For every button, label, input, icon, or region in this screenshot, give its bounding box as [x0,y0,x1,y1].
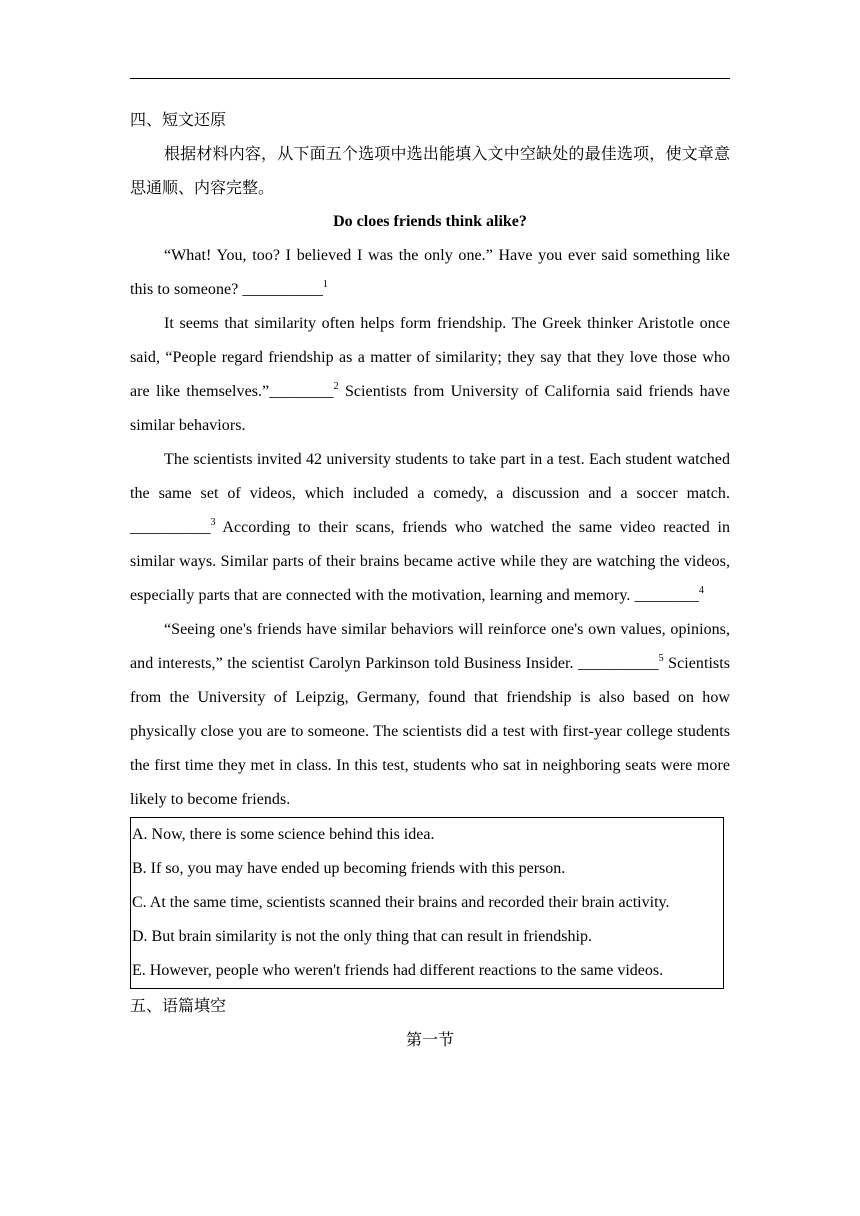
option-a: A. Now, there is some science behind this idea. [132,826,435,843]
paragraph-2-text: It seems that similarity often helps form friendship. The Greek thinker Aristotle once said, “People regard friendship as a matter of similarity; they say that they love those who are like themselves.”________ [130,315,730,400]
blank-number-5: 5 [658,653,664,664]
paragraph-2-tail: Scientists from University of California said friends have similar behaviors. [130,383,730,434]
paragraph-3-tail: According to their scans, friends who watched the same video reacted in similar ways. Similar parts of their brains became active while they are watching the videos, especially parts that are connected with the motivation, learning and memory. ________ [130,519,730,604]
paragraph-1-text: “What! You, too? I believed I was the only one.” Have you ever said something like this to someone? __________ [130,247,730,298]
paragraph-2 [130,307,730,443]
paragraph-4 [130,613,730,817]
paragraph-3-text: The scientists invited 42 university students to take part in a test. Each student watched the same set of videos, which included a comedy, a discussion and a soccer match. __________ [130,451,730,536]
blank-number-3: 3 [210,517,216,528]
paragraph-1 [130,239,730,307]
instruction-text: 根据材料内容，从下面五个选项中选出能填入文中空缺处的最佳选项，使文章意思通顺、内容完整。 [130,144,730,197]
blank-number-4: 4 [698,585,704,596]
section-heading-5: 五、语篇填空 [130,996,227,1015]
blank-number-2: 2 [333,381,339,392]
option-e: E. However, people who weren't friends had different reactions to the same videos. [132,962,664,979]
header-rule [130,78,730,79]
paragraph-4-text: “Seeing one's friends have similar behaviors will reinforce one's own values, opinions, and interests,” the scientist Carolyn Parkinson told Business Insider. __________ [130,621,730,672]
paragraph-3 [130,443,730,613]
option-b: B. If so, you may have ended up becoming friends with this person. [132,860,566,877]
passage-title: Do cloes friends think alike? [333,213,527,230]
subsection-heading: 第一节 [405,1030,454,1049]
page-content [130,103,730,1057]
blank-number-1: 1 [322,279,328,290]
option-c: C. At the same time, scientists scanned their brains and recorded their brain activity. [132,894,670,911]
paragraph-4-tail: Scientists from the University of Leipzig, Germany, found that friendship is also based on how physically close you are to someone. The scientists did a test with first-year college students the first time they met in class. In this test, students who sat in neighboring seats were more likely to become friends. [130,655,730,808]
options-box [130,817,724,989]
section-heading: 四、短文还原 [130,110,227,129]
option-d: D. But brain similarity is not the only thing that can result in friendship. [132,928,592,945]
